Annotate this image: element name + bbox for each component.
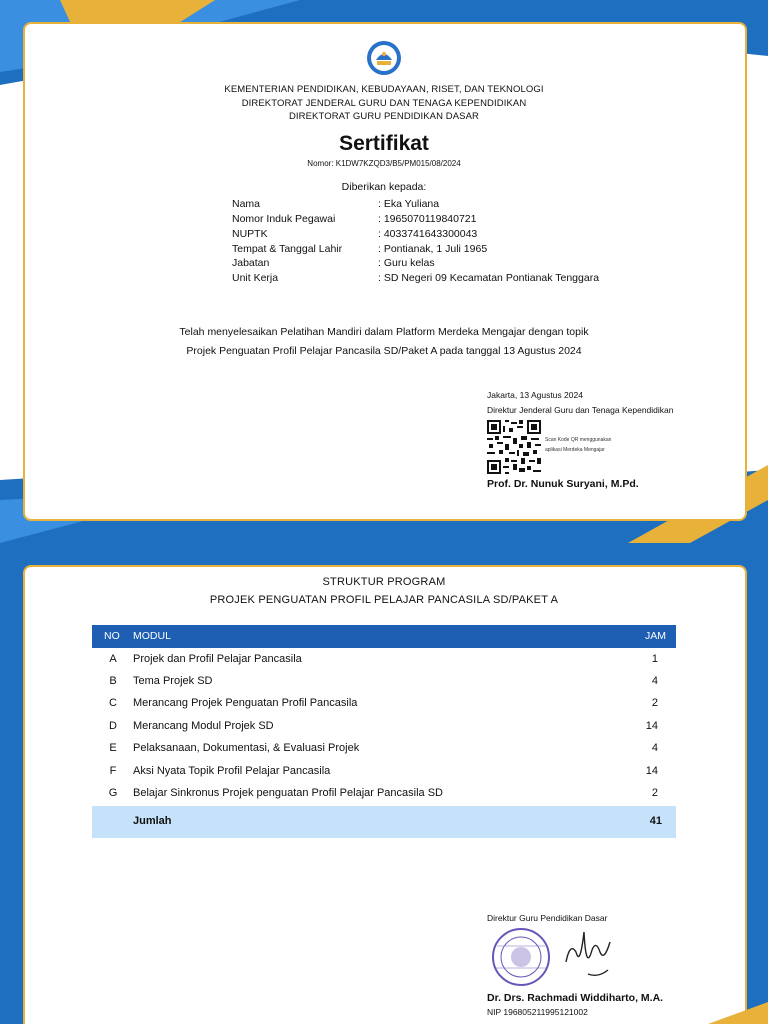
qr-note-line-1: Scan Kode QR menggunakan [545, 437, 612, 443]
corner-decoration [688, 994, 768, 1024]
row-jam: 2 [651, 787, 658, 799]
info-label: Tempat & Tanggal Lahir [232, 243, 343, 255]
row-jam: 14 [645, 765, 658, 777]
row-jam: 2 [651, 697, 658, 709]
table-row [92, 671, 676, 693]
info-label: Unit Kerja [232, 272, 279, 284]
info-value: : 4033741643300043 [378, 228, 478, 240]
certificate-title: Sertifikat [339, 132, 429, 155]
certificate-number: Nomor: K1DW7KZQD3/B5/PM015/08/2024 [307, 159, 461, 168]
table-row [92, 693, 676, 715]
program-title: STRUKTUR PROGRAM [322, 576, 446, 588]
total-label: Jumlah [133, 815, 172, 827]
row-no: D [109, 720, 117, 732]
director-name: Dr. Drs. Rachmadi Widdiharto, M.A. [487, 992, 664, 1004]
qr-code-icon[interactable] [487, 420, 541, 474]
info-row-unit [232, 272, 652, 286]
info-label: Nama [232, 198, 261, 210]
signer-name: Prof. Dr. Nunuk Suryani, M.Pd. [487, 478, 639, 490]
info-value: : 1965070119840721 [378, 213, 477, 225]
table-row [92, 783, 676, 805]
row-jam: 1 [651, 653, 658, 665]
ministry-line-2: DIREKTORAT JENDERAL GURU DAN TENAGA KEPENDIDIKAN [241, 98, 527, 109]
program-subtitle: PROJEK PENGUATAN PROFIL PELAJAR PANCASILA SD/PAKET A [209, 594, 559, 606]
row-modul: Pelaksanaan, Dokumentasi, & Evaluasi Projek [133, 742, 360, 754]
total-value: 41 [649, 815, 662, 827]
info-label: NUPTK [232, 228, 268, 240]
row-no: C [109, 697, 117, 709]
info-row-nip [232, 213, 652, 227]
row-no: B [109, 675, 117, 687]
table-row [92, 761, 676, 783]
info-row-position [232, 257, 652, 271]
row-modul: Belajar Sinkronus Projek penguatan Profil Pelajar Pancasila SD [133, 787, 444, 799]
director-role: Direktur Guru Pendidikan Dasar [487, 913, 608, 923]
header-no: NO [104, 630, 120, 642]
info-label: Nomor Induk Pegawai [232, 213, 336, 225]
table-row [92, 716, 676, 738]
row-modul: Merancang Modul Projek SD [133, 720, 274, 732]
table-header [92, 625, 676, 648]
info-value: : Pontianak, 1 Juli 1965 [378, 243, 488, 255]
row-modul: Tema Projek SD [133, 675, 213, 687]
sign-place-date: Jakarta, 13 Agustus 2024 [487, 390, 583, 400]
header-modul: MODUL [133, 630, 171, 642]
row-no: G [108, 787, 118, 799]
signature [558, 922, 618, 986]
tut-wuri-handayani-logo [366, 40, 402, 76]
info-value: : SD Negeri 09 Kecamatan Pontianak Tenggara [378, 272, 600, 284]
row-no: F [109, 765, 117, 777]
info-value: : Guru kelas [378, 257, 435, 269]
director-nip: NIP 196805211995121002 [487, 1007, 588, 1017]
row-jam: 14 [645, 720, 658, 732]
row-jam: 4 [651, 742, 658, 754]
row-modul: Merancang Projek Penguatan Profil Pancasila [133, 697, 358, 709]
table-row [92, 649, 676, 671]
info-label: Jabatan [232, 257, 270, 269]
completion-text-2: Projek Penguatan Profil Pelajar Pancasila SD/Paket A pada tanggal 13 Agustus 2024 [186, 345, 582, 357]
header-jam: JAM [645, 630, 666, 642]
completion-text-1: Telah menyelesaikan Pelatihan Mandiri dalam Platform Merdeka Mengajar dengan topik [179, 326, 589, 338]
row-modul: Aksi Nyata Topik Profil Pelajar Pancasila [133, 765, 331, 777]
row-modul: Projek dan Profil Pelajar Pancasila [133, 653, 302, 665]
table-row [92, 738, 676, 760]
row-no: A [109, 653, 117, 665]
info-row-nuptk [232, 228, 652, 242]
table-total-row [92, 806, 676, 838]
official-stamp [487, 926, 557, 988]
given-to-label: Diberikan kepada: [341, 181, 427, 193]
info-row-birth [232, 243, 652, 257]
ministry-line-3: DIREKTORAT GURU PENDIDIKAN DASAR [288, 111, 480, 122]
row-jam: 4 [651, 675, 658, 687]
row-no: E [109, 742, 117, 754]
info-row-name [232, 198, 652, 212]
ministry-line-1: KEMENTERIAN PENDIDIKAN, KEBUDAYAAN, RISET, DAN TEKNOLOGI [224, 84, 544, 95]
info-value: : Eka Yuliana [378, 198, 440, 210]
sign-role: Direktur Jenderal Guru dan Tenaga Kependidikan [487, 405, 674, 415]
qr-note-line-2: aplikasi Merdeka Mengajar [545, 447, 605, 453]
